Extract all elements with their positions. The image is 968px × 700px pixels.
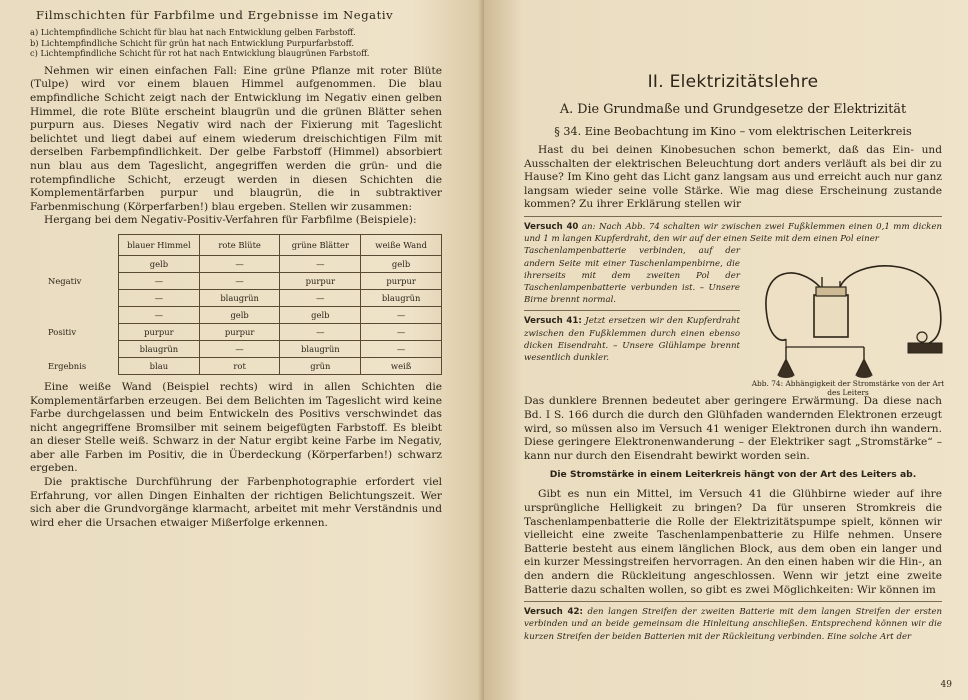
experiment-block	[524, 245, 945, 398]
paragraph: Eine weiße Wand (Beispiel rechts) wird in allen Schichten die Komplementärfarben erzeugen. Bei dem Belichten im Tageslicht wird keine Farbe durchgelassen und beim Entwickeln des Positivs verschwindet das nicht angegriffene Bromsilber mit seinem beigefügten Farbstoff. Es bleibt an dieser Stelle weiß. Schwarz in der Natur ergibt keine Farbe im Negativ, aber alle Farben im Positiv, die in Überdeckung (Körperfarben!) schwarz ergeben.	[30, 380, 442, 475]
table-cell: gelb	[280, 306, 361, 323]
table-row	[30, 357, 442, 374]
experiment-text: Jetzt ersetzen wir den Kupferdraht zwischen den Fußklemmen durch einen ebenso dicken Eisendraht. – Unsere Glühlampe brennt wesentlich dunkler.	[524, 316, 740, 363]
right-page	[484, 0, 968, 700]
circuit-figure	[744, 247, 950, 397]
table-cell: —	[280, 255, 361, 272]
experiment-text-column	[524, 245, 740, 364]
row-label	[30, 340, 119, 357]
table-cell: —	[361, 323, 442, 340]
left-page-content	[30, 8, 442, 530]
table-cell: blaugrün	[199, 289, 280, 306]
wire	[786, 339, 864, 347]
row-label	[30, 306, 119, 323]
table-cell: blaugrün	[280, 340, 361, 357]
table-row	[30, 272, 442, 289]
lamp-base	[908, 343, 942, 353]
table-row	[30, 255, 442, 272]
page-number: 49	[940, 680, 952, 690]
table-cell: —	[280, 289, 361, 306]
figure-caption: Abb. 74: Abhängigkeit der Stromstärke von der Art des Leiters	[751, 379, 945, 398]
battery-top	[816, 287, 846, 296]
table-cell: —	[119, 289, 200, 306]
table-header-row	[30, 234, 442, 255]
table-cell: —	[119, 272, 200, 289]
wire	[766, 273, 820, 340]
clamp-foot	[778, 372, 794, 378]
experiment-text: an: Nach Abb. 74 schalten wir zwischen zwei Fußklemmen einen 0,1 mm dicken und 1 m langen Kupferdraht, den wir auf der einen Seite mit dem einen Pol einer	[524, 221, 942, 245]
experiment-label: Versuch 42:	[524, 607, 583, 618]
divider	[524, 310, 740, 311]
table-row	[30, 306, 442, 323]
table-cell: grün	[280, 357, 361, 374]
paragraph: Hast du bei deinen Kinobesuchen schon bemerkt, daß das Ein- und Ausschalten der elektrischen Beleuchtung dort anders verläuft als bei dir zu Hause? Im Kino geht das Licht ganz langsam aus und erreicht auch nur ganz langsam wieder seine volle Stärke. Wie mag diese Erscheinung zustande kommen? Zu ihrer Erklärung stellen wir	[524, 144, 942, 211]
table-cell: —	[199, 272, 280, 289]
table-header: rote Blüte	[199, 234, 280, 255]
experiment-40-text: Taschenlampenbatterie verbinden, auf der andern Seite mit einer Taschenlampenbirne, die ihrerseits mit dem zweiten Pol der Taschenlampenbatterie verbunden ist. – Unsere Birne brennt normal.	[524, 246, 740, 306]
table-cell: —	[199, 340, 280, 357]
paragraph-heading: § 34. Eine Beobachtung im Kino – vom elektrischen Leiterkreis	[554, 125, 912, 138]
table-cell: gelb	[361, 255, 442, 272]
paragraph: Die praktische Durchführung der Farbenphotographie erfordert viel Erfahrung, vor allen Dingen Einhalten der richtigen Belichtungszeit. Wer sich aber die Grundvorgänge klarmacht, arbeitet mit mehr Verständnis und wird eher die Ursachen etwaiger Mißerfolge erkennen.	[30, 476, 442, 529]
list-item: c) Lichtempfindliche Schicht für rot hat nach Entwicklung blaugrünen Farbstoff.	[30, 48, 370, 59]
rule-statement: Die Stromstärke in einem Leiterkreis hängt von der Art des Leiters ab.	[549, 469, 917, 481]
lamp-bulb	[917, 332, 927, 342]
layer-list	[30, 27, 442, 59]
table-cell: purpur	[199, 323, 280, 340]
divider	[524, 216, 942, 217]
table-cell: —	[199, 255, 280, 272]
experiment-40-intro	[524, 221, 942, 245]
paragraph: Nehmen wir einen einfachen Fall: Eine grüne Pflanze mit roter Blüte (Tulpe) wird vor einem blauen Himmel aufgenommen. Die blau empfindliche Schicht zeigt nach der Entwicklung im Negativ einen gelben Himmel, die rote Blüte erscheint blaugrün und die grünen Blätter sehen purpurn aus. Dieses Negativ wird nach der Fixierung mit Tageslicht belichtet und liegt dabei auf einem wiederum dreischichtigen Film mit derselben Farbempfindlichkeit. Der gelbe Farbstoff (Himmel) absorbiert nun blau aus dem Tageslicht, angegriffen werden die grün- und die rotempfindliche Schicht, erzeugt werden in diesen Schichten die Komplementärfarben purpur und blaugrün, die in subtraktiver Farbenmischung (Körperfarben!) blau ergeben. Stellen wir zusammen:	[30, 64, 442, 213]
table-cell: —	[361, 306, 442, 323]
row-label	[30, 255, 119, 272]
table-row	[30, 323, 442, 340]
clamp-foot	[856, 372, 872, 378]
table-cell: purpur	[119, 323, 200, 340]
section-subtitle: A. Die Grundmaße und Grundgesetze der Elektrizität	[559, 102, 907, 117]
row-label: Positiv	[48, 326, 77, 337]
table-cell: —	[361, 340, 442, 357]
table-row	[30, 340, 442, 357]
table-row	[30, 289, 442, 306]
table-cell: —	[119, 306, 200, 323]
list-item: b) Lichtempfindliche Schicht für grün hat nach Entwicklung Purpurfarbstoff.	[30, 37, 354, 48]
divider	[524, 601, 942, 602]
table-cell: weiß	[361, 357, 442, 374]
table-header: blauer Himmel	[119, 234, 200, 255]
table-cell: blaugrün	[119, 340, 200, 357]
table-header: grüne Blätter	[280, 234, 361, 255]
table-cell: —	[280, 323, 361, 340]
table-cell: gelb	[199, 306, 280, 323]
experiment-label: Versuch 40	[524, 221, 579, 232]
paragraph: Das dunklere Brennen bedeutet aber geringere Erwärmung. Da diese nach Bd. I S. 166 durch die durch den Glühfaden wandernden Elektronen erzeugt wird, so müssen also im Versuch 41 weniger Elektronen durch ihn wandern. Diese geringere Elektronenwanderung – der Elektriker sagt „Stromstärke“ – kann nur durch den Eisendraht bewirkt worden sein.	[524, 395, 942, 462]
table-cell: blau	[119, 357, 200, 374]
table-cell: purpur	[361, 272, 442, 289]
row-label	[30, 289, 119, 306]
row-label: Negativ	[48, 275, 82, 286]
paragraph: Gibt es nun ein Mittel, im Versuch 41 die Glühbirne wieder auf ihre ursprüngliche Helligkeit zu bringen? Da für unseren Stromkreis die Taschenlampenbatterie die Rolle der Elektrizitätspumpe spielt, können wir vielleicht eine zweite Taschenlampenbatterie zu Hilfe nehmen. Unsere Batterie besteht aus einem länglichen Block, aus dem oben ein langer und ein kurzer Messingstreifen hervorragen. An den einen haben wir die Hin-, an den andern die Rückleitung angeschlossen. Wenn wir jetzt eine zweite Batterie dazu schalten wollen, so gibt es zwei Möglichkeiten: Wir können im	[524, 488, 942, 596]
paragraph: Hergang bei dem Negativ-Positiv-Verfahren für Farbfilme (Beispiele):	[44, 214, 417, 227]
experiment-42	[524, 606, 942, 643]
right-page-content	[524, 8, 945, 643]
chapter-title: II. Elektrizitätslehre	[647, 72, 819, 92]
table-cell: gelb	[119, 255, 200, 272]
experiment-41	[524, 315, 740, 364]
row-label: Ergebnis	[48, 360, 87, 371]
process-table	[30, 234, 442, 375]
battery	[814, 295, 848, 337]
experiment-text: den langen Streifen der zweiten Batterie mit dem langen Streifen der ersten verbinden und an beide gemeinsam die Hinleitung anschließen. Entsprechend können wir die kurzen Streifen der beiden Batterien mit der Rückleitung verbinden. Eine solche Art der	[524, 607, 942, 642]
experiment-label: Versuch 41:	[524, 316, 582, 327]
table-header: weiße Wand	[361, 234, 442, 255]
list-item: a) Lichtempfindliche Schicht für blau hat nach Entwicklung gelben Farbstoff.	[30, 27, 356, 37]
left-heading: Filmschichten für Farbfilme und Ergebnisse im Negativ	[36, 8, 394, 22]
table-cell: rot	[199, 357, 280, 374]
table-cell: blaugrün	[361, 289, 442, 306]
table-cell: purpur	[280, 272, 361, 289]
